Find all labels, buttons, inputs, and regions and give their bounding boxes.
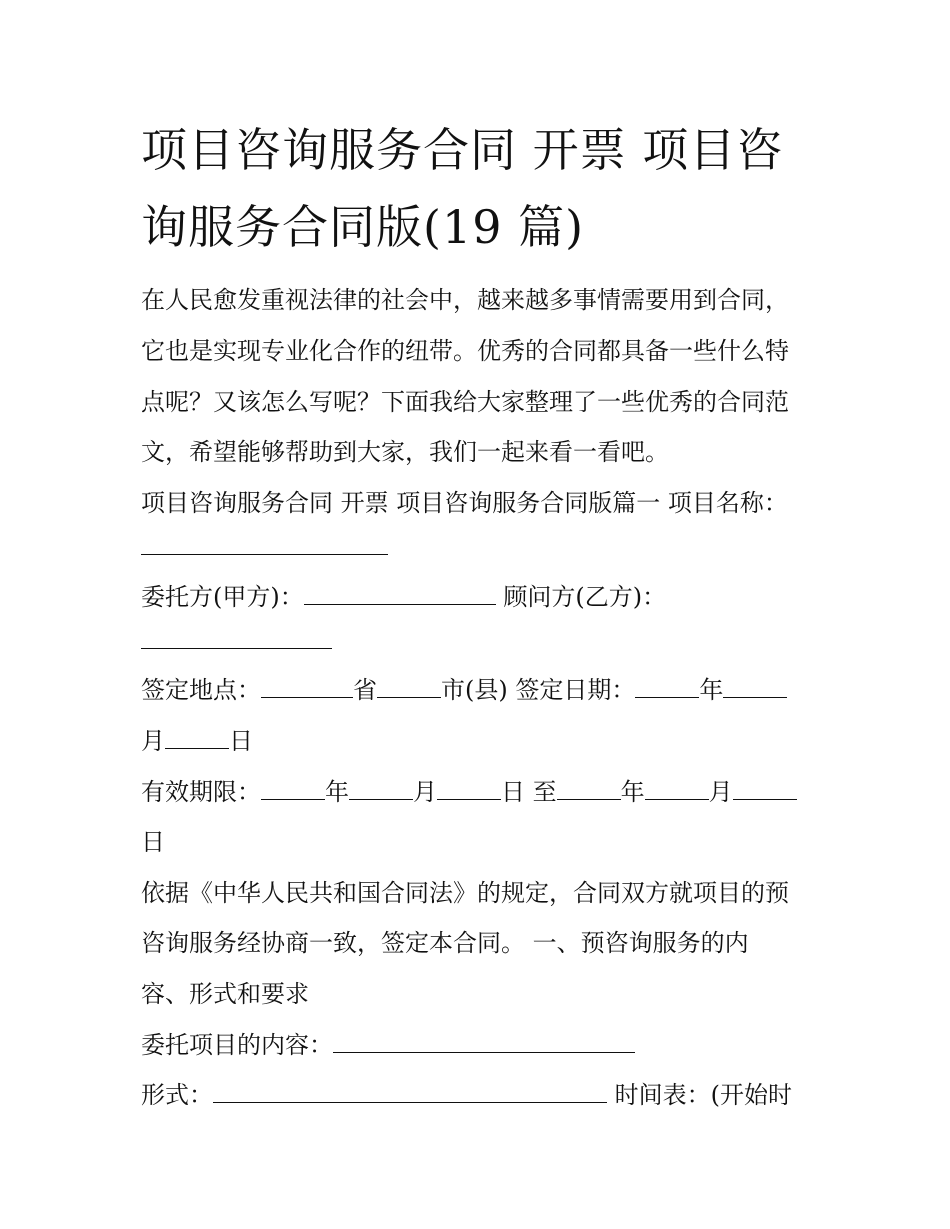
validity-line	[141, 775, 831, 809]
section-heading: 项目咨询服务合同 开票 项目咨询服务合同版篇一 项目名称：	[141, 489, 788, 517]
month-label: 月	[141, 727, 165, 755]
year-label: 年	[620, 778, 645, 806]
valid-to-day-blank	[733, 777, 797, 800]
valid-from-month-blank	[349, 777, 413, 800]
year-label: 年	[325, 778, 349, 806]
consultant-blank-line	[141, 624, 831, 658]
sign-day-blank	[165, 726, 229, 749]
month-label: 月	[708, 778, 733, 806]
validity-label: 有效期限：	[141, 778, 261, 806]
sign-month-blank	[723, 675, 787, 698]
day-label: 日	[501, 778, 525, 806]
project-name-line	[141, 530, 831, 564]
intro-line: 在人民愈发重视法律的社会中，越来越多事情需要用到合同，	[141, 286, 789, 314]
sign-date-label: 签定日期：	[515, 676, 636, 704]
form-blank	[213, 1080, 607, 1103]
month-label: 月	[413, 778, 437, 806]
client-label: 委托方(甲方)：	[141, 583, 304, 611]
sign-date-cont-line	[141, 724, 831, 758]
content-line	[141, 1028, 831, 1062]
consultant-label: 顾问方(乙方)：	[503, 583, 667, 611]
form-line	[141, 1078, 831, 1112]
sign-place-label: 签定地点：	[141, 676, 261, 704]
consultant-blank	[141, 626, 332, 649]
content-blank	[333, 1030, 635, 1053]
day-label: 日	[141, 828, 165, 856]
valid-to-year-blank	[557, 777, 621, 800]
intro-line: 它也是实现专业化合作的纽带。优秀的合同都具备一些什么特	[141, 337, 789, 365]
schedule-label: 时间表：(开始时	[614, 1081, 793, 1109]
sign-place-line	[141, 673, 831, 707]
intro-line: 文，希望能够帮助到大家，我们一起来看一看吧。	[141, 438, 669, 466]
valid-from-year-blank	[261, 777, 325, 800]
intro-line: 点呢？又该怎么写呢？下面我给大家整理了一些优秀的合同范	[141, 388, 789, 416]
year-label: 年	[699, 676, 724, 704]
basis-line: 容、形式和要求	[141, 980, 309, 1008]
valid-from-day-blank	[437, 777, 501, 800]
city-label: 市(县)	[441, 676, 508, 704]
sign-year-blank	[635, 675, 699, 698]
to-label: 至	[532, 778, 557, 806]
client-blank	[304, 582, 496, 605]
validity-cont-line	[141, 825, 831, 859]
basis-line: 依据《中华人民共和国合同法》的规定，合同双方就项目的预	[141, 879, 789, 907]
city-blank	[377, 675, 441, 698]
document-title: 项目咨询服务合同 开票 项目咨询服务合同版(19 篇)	[141, 123, 784, 254]
parties-line	[141, 580, 831, 614]
content-label: 委托项目的内容：	[141, 1031, 333, 1059]
basis-line: 咨询服务经协商一致，签定本合同。 一、预咨询服务的内	[141, 929, 749, 957]
valid-to-month-blank	[645, 777, 709, 800]
day-label: 日	[229, 727, 253, 755]
province-label: 省	[353, 676, 377, 704]
project-name-blank	[141, 532, 388, 555]
province-blank	[261, 675, 353, 698]
form-label: 形式：	[141, 1081, 213, 1109]
